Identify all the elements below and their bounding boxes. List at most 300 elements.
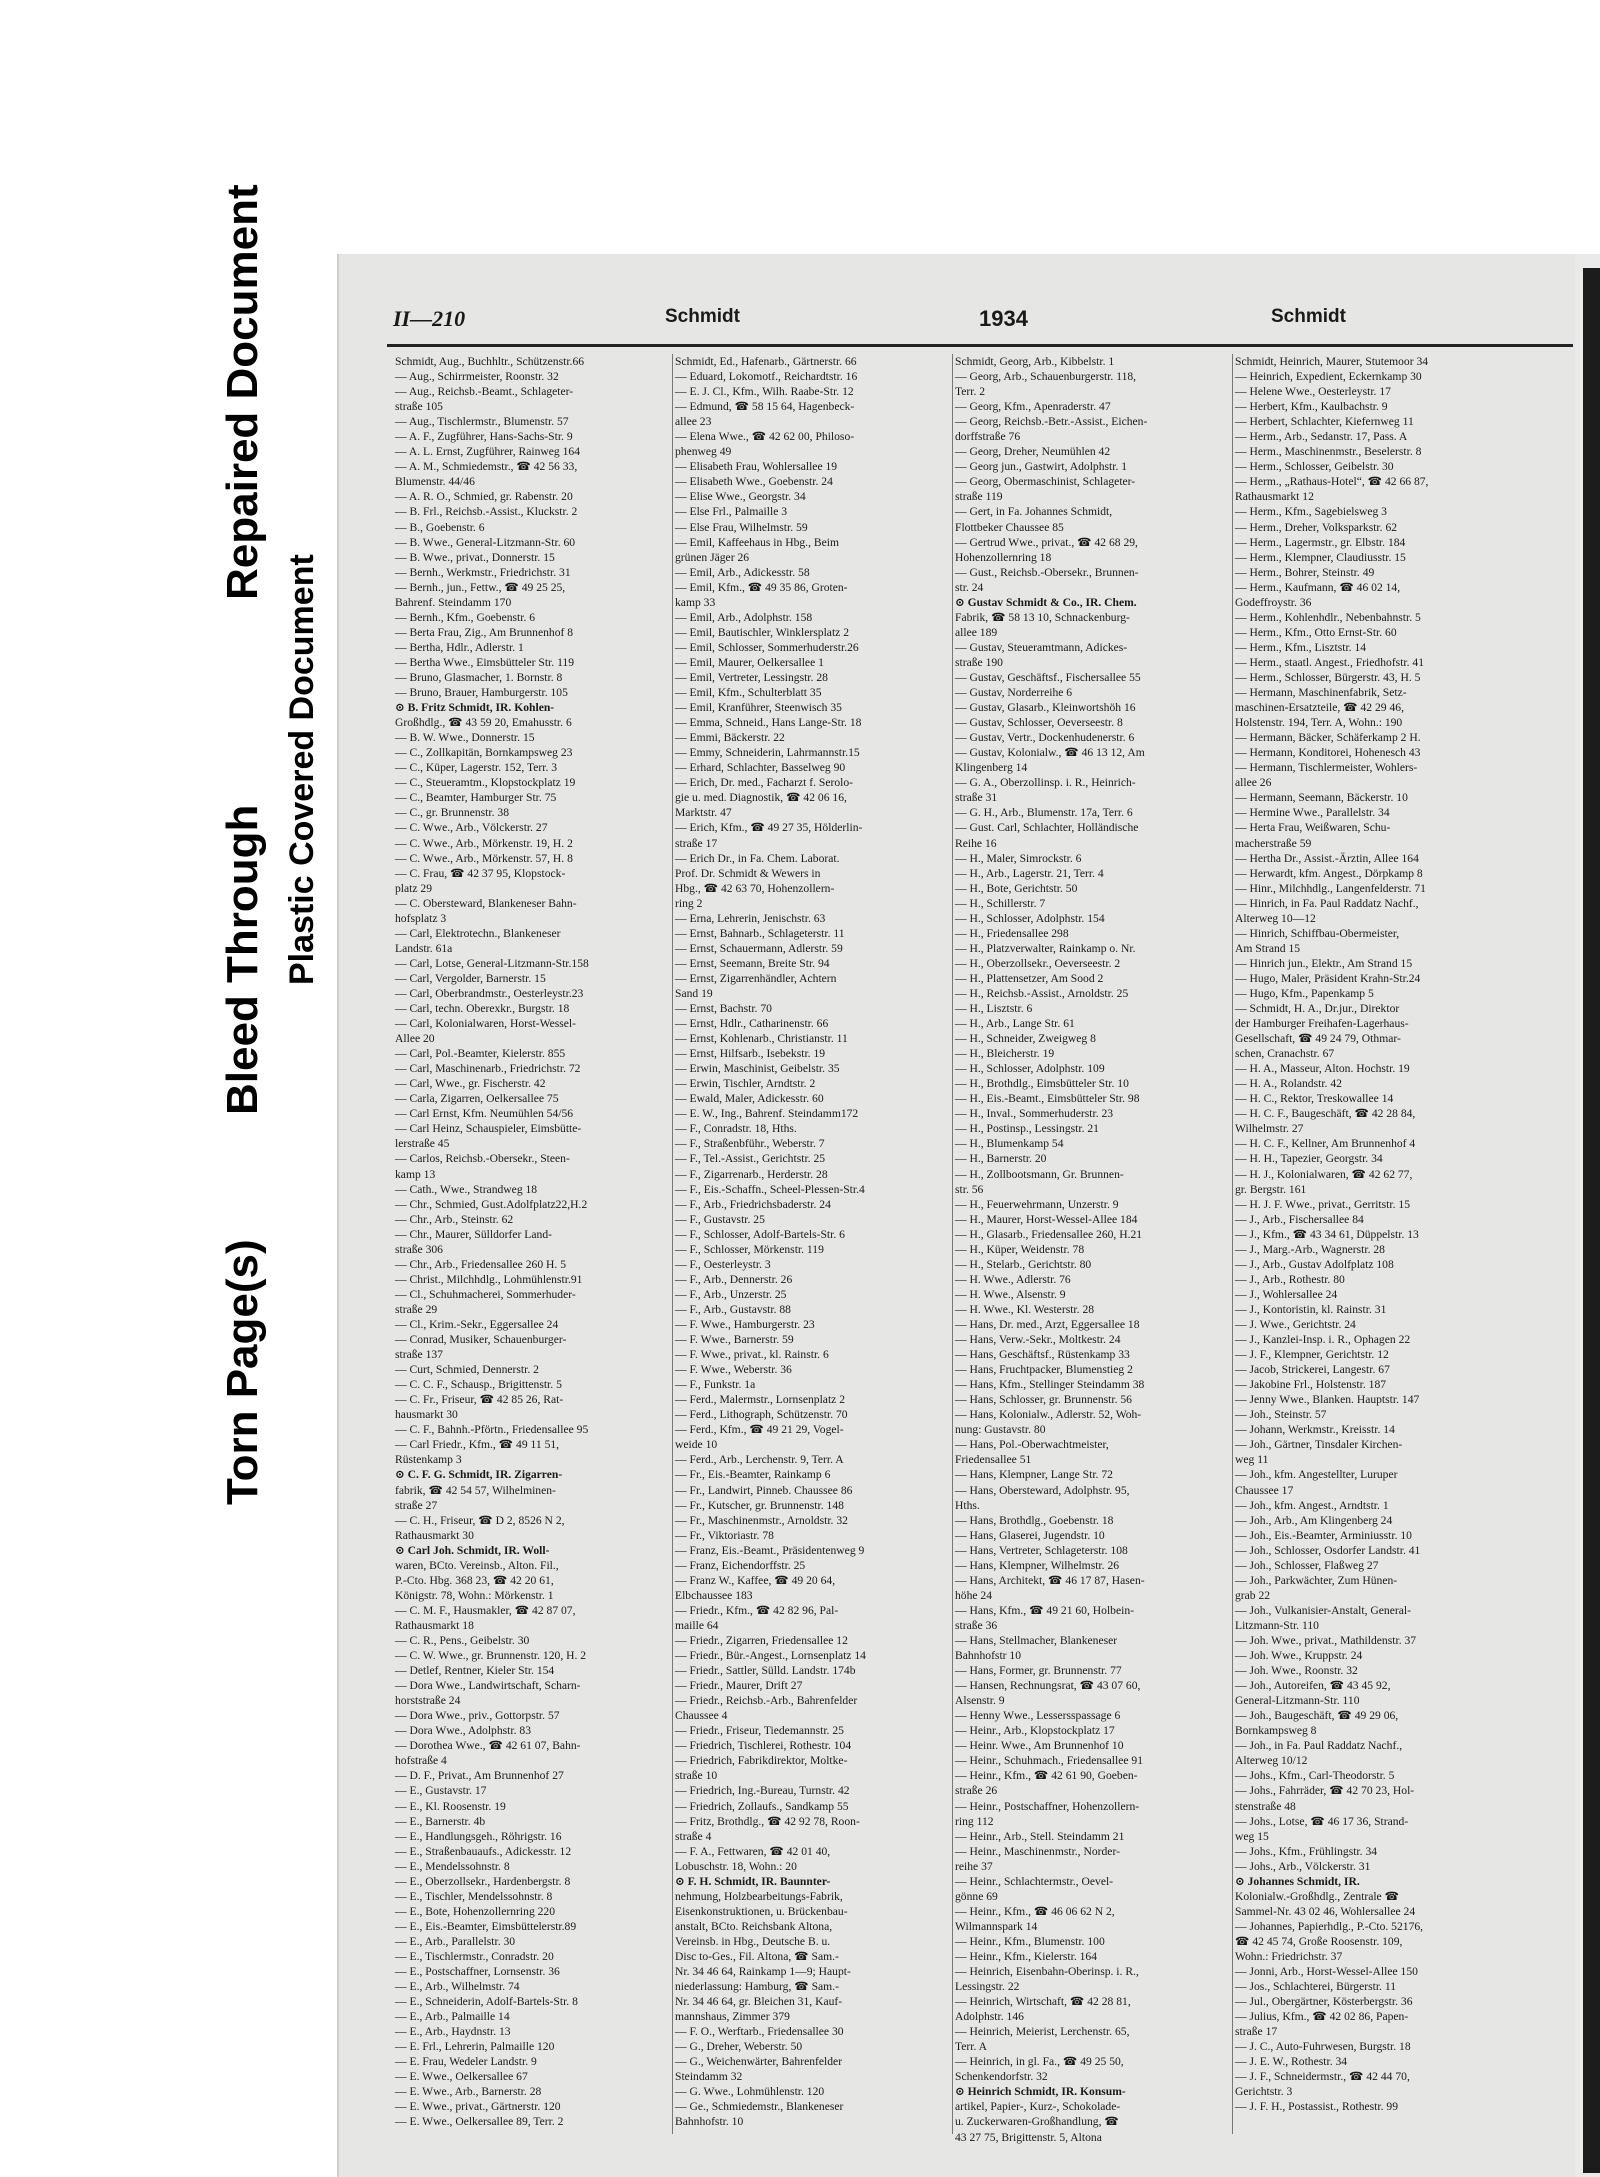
directory-entry: — A. F., Zugführer, Hans-Sachs-Str. 9 — [395, 430, 573, 444]
directory-entry: — Carl, Pol.-Beamter, Kielerstr. 855 — [395, 1047, 566, 1061]
directory-entry: — H., Bote, Gerichtstr. 50 — [955, 881, 1078, 895]
directory-entry: — Emil, Arb., Adolphstr. 158 — [675, 610, 813, 624]
directory-entry: — Heinrich, in gl. Fa., ☎ 49 25 50, — [955, 2055, 1124, 2069]
directory-entry: Reihe 16 — [955, 836, 997, 850]
directory-entry: Friedensallee 51 — [955, 1453, 1032, 1467]
directory-entry: — Dora Wwe., Adolphstr. 83 — [395, 1724, 531, 1738]
directory-entry: — Ferd., Kfm., ☎ 49 21 29, Vogel- — [675, 1423, 844, 1437]
directory-entry: ⊙ C. F. G. Schmidt, IR. Zigarren- — [395, 1468, 563, 1482]
directory-entry: grab 22 — [1235, 1588, 1271, 1602]
directory-entry: — Emil, Arb., Adickesstr. 58 — [675, 565, 810, 579]
directory-entry: — C. Wwe., Arb., Mörkenstr. 57, H. 8 — [395, 851, 573, 865]
directory-entry: — Erhard, Schlachter, Basselweg 90 — [675, 761, 846, 775]
directory-entry: lerstraße 45 — [395, 1137, 450, 1151]
directory-entry: Bahnhofstr 10 — [955, 1649, 1022, 1663]
directory-entry: — Gustav, Schlosser, Oeverseestr. 8 — [955, 716, 1123, 730]
directory-entry: — Johann, Werkmstr., Kreisstr. 14 — [1235, 1423, 1395, 1437]
directory-entry: — Hans, Kfm., Stellinger Steindamm 38 — [955, 1378, 1145, 1392]
directory-entry: — Fritz, Brothdlg., ☎ 42 92 78, Roon- — [675, 1814, 860, 1828]
directory-entry: — J., Marg.-Arb., Wagnerstr. 28 — [1235, 1242, 1385, 1256]
directory-entry: — Friedr., Kfm., ☎ 42 82 96, Pal- — [675, 1603, 839, 1617]
directory-entry: — F., Zigarrenarb., Herderstr. 28 — [675, 1167, 828, 1181]
directory-entry: Allee 20 — [395, 1032, 435, 1046]
directory-entry: Terr. A — [955, 2040, 988, 2054]
directory-entry: Marktstr. 47 — [675, 806, 732, 820]
directory-entry: — Herm., staatl. Angest., Friedhofstr. 41 — [1235, 655, 1425, 669]
directory-entry: straße 10 — [675, 1769, 718, 1783]
directory-entry: — Gustav, Geschäftsf., Fischersallee 55 — [955, 670, 1141, 684]
directory-entry: — Herm., „Rathaus-Hotel“, ☎ 42 66 87, — [1235, 475, 1429, 489]
directory-entry: — Hugo, Maler, Präsident Krahn-Str.24 — [1235, 971, 1421, 985]
directory-entry: — A. M., Schmiedemstr., ☎ 42 56 33, — [395, 460, 578, 474]
directory-entry: hausmarkt 30 — [395, 1408, 458, 1422]
directory-entry: — Herwardt, kfm. Angest., Dörpkamp 8 — [1235, 866, 1423, 880]
directory-entry: — G. Wwe., Lohmühlenstr. 120 — [675, 2085, 825, 2099]
directory-entry: — Chr., Maurer, Sülldorfer Land- — [395, 1227, 552, 1241]
directory-entry: straße 306 — [395, 1242, 443, 1256]
directory-entry: — J. F. H., Postassist., Rothestr. 99 — [1235, 2100, 1399, 2114]
directory-entry: Holstenstr. 194, Terr. A, Wohn.: 190 — [1235, 716, 1403, 730]
directory-entry: niederlassung: Hamburg, ☎ Sam.- — [675, 1980, 839, 1994]
directory-entry: — Ernst, Zigarrenhändler, Achtern — [675, 971, 837, 985]
directory-entry: dorffstraße 76 — [955, 430, 1021, 444]
directory-entry: — Herm., Schlosser, Bürgerstr. 43, H. 5 — [1235, 670, 1421, 684]
directory-entry: Schmidt, Ed., Hafenarb., Gärtnerstr. 66 — [675, 355, 857, 368]
directory-entry: ring 2 — [675, 896, 703, 910]
directory-entry: — Ferd., Arb., Lerchenstr. 9, Terr. A — [675, 1453, 844, 1467]
directory-entry: — Fr., Eis.-Beamter, Rainkamp 6 — [675, 1468, 831, 1482]
directory-entry: — Johs., Fahrräder, ☎ 42 70 23, Hol- — [1235, 1784, 1415, 1798]
directory-entry: Rüstenkamp 3 — [395, 1453, 462, 1467]
directory-entry: — J., Kontoristin, kl. Rainstr. 31 — [1235, 1302, 1387, 1316]
directory-entry: Gerichtstr. 3 — [1235, 2085, 1293, 2099]
directory-entry: Wilhelmstr. 27 — [1235, 1122, 1304, 1136]
directory-entry: straße 17 — [1235, 2025, 1278, 2039]
directory-entry: — H., Arb., Lagerstr. 21, Terr. 4 — [955, 866, 1104, 880]
directory-entry: nehmung, Holzbearbeitungs-Fabrik, — [675, 1889, 843, 1903]
directory-entry: — Hans, Obersteward, Adolphstr. 95, — [955, 1483, 1130, 1497]
directory-entry: — Cl., Schuhmacherei, Sommerhuder- — [395, 1287, 576, 1301]
directory-page — [337, 254, 1575, 2177]
directory-entry: — Emmy, Schneiderin, Lahrmannstr.15 — [675, 746, 860, 760]
directory-entry: — Gertrud Wwe., privat., ☎ 42 68 29, — [955, 535, 1138, 549]
directory-entry: — H., Küper, Weidenstr. 78 — [955, 1242, 1085, 1256]
directory-entry: — Fr., Maschinenmstr., Arnoldstr. 32 — [675, 1513, 848, 1527]
directory-entry: — Fr., Kutscher, gr. Brunnenstr. 148 — [675, 1498, 844, 1512]
directory-entry: — Dora Wwe., Landwirtschaft, Scharn- — [395, 1679, 581, 1693]
directory-entry: — E., Arb., Haydnstr. 13 — [395, 2025, 511, 2039]
directory-entry: — Gustav, Vertr., Dockenhudenerstr. 6 — [955, 731, 1135, 745]
directory-entry: — Elena Wwe., ☎ 42 62 00, Philoso- — [675, 430, 855, 444]
directory-entry: — E., Schneiderin, Adolf-Bartels-Str. 8 — [395, 1995, 578, 2009]
directory-entry: — F. Wwe., Hamburgerstr. 23 — [675, 1318, 815, 1331]
directory-entry: — Friedrich, Fabrikdirektor, Moltke- — [675, 1754, 848, 1768]
directory-entry: Schmidt, Georg, Arb., Kibbelstr. 1 — [955, 355, 1115, 368]
directory-entry: — Bruno, Brauer, Hamburgerstr. 105 — [395, 686, 568, 700]
directory-entry: — Herm., Klempner, Claudiusstr. 15 — [1235, 550, 1406, 564]
directory-entry: — C. Frau, ☎ 42 37 95, Klopstock- — [395, 866, 566, 880]
directory-entry: — Joh., Gärtner, Tinsdaler Kirchen- — [1235, 1438, 1403, 1452]
directory-entry: höhe 24 — [955, 1588, 993, 1602]
directory-entry: — Hans, Schlosser, gr. Brunnenstr. 56 — [955, 1393, 1132, 1407]
directory-entry: — Emil, Kaffeehaus in Hbg., Beim — [675, 535, 839, 549]
scanned-page — [337, 254, 1600, 2177]
directory-entry: — Johs., Arb., Völckerstr. 31 — [1235, 1859, 1371, 1873]
directory-entry: Eisenkonstruktionen, u. Brückenbau- — [675, 1904, 848, 1918]
directory-entry: — E., Straßenbauaufs., Adickesstr. 12 — [395, 1844, 572, 1858]
directory-entry: — Berta Frau, Zig., Am Brunnenhof 8 — [395, 625, 574, 639]
directory-entry: — H., Barnerstr. 20 — [955, 1152, 1047, 1166]
directory-entry: — Ge., Schmiedemstr., Blankeneser — [675, 2100, 844, 2114]
directory-entry: Nr. 34 46 64, Rainkamp 1—9; Haupt- — [675, 1965, 851, 1979]
directory-entry: — Carl, techn. Oberexkr., Burgstr. 18 — [395, 1002, 570, 1016]
directory-entry: — Curt, Schmied, Dennerstr. 2 — [395, 1363, 539, 1377]
directory-entry: — Georg, Arb., Schauenburgerstr. 118, — [955, 370, 1137, 384]
running-head-left: Schmidt — [665, 306, 740, 327]
directory-entry: — Joh., Parkwächter, Zum Hünen- — [1235, 1573, 1398, 1587]
directory-column-4 — [1235, 354, 1525, 2134]
directory-entry: — C. C. F., Schausp., Brigittenstr. 5 — [395, 1378, 562, 1392]
directory-entry: — E. Frl., Lehrerin, Palmaille 120 — [395, 2040, 555, 2054]
directory-entry: gie u. med. Diagnostik, ☎ 42 06 16, — [675, 791, 847, 805]
directory-entry: — Joh., Schlosser, Osdorfer Landstr. 41 — [1235, 1543, 1421, 1557]
directory-entry: ⊙ Gustav Schmidt & Co., IR. Chem. — [955, 595, 1137, 609]
directory-entry: — H. Wwe., Adlerstr. 76 — [955, 1272, 1071, 1286]
directory-entry: — Friedrich, Ing.-Bureau, Turnstr. 42 — [675, 1784, 850, 1798]
label-plastic-covered: Plastic Covered Document — [283, 554, 321, 985]
directory-entry: — J., Kanzlei-Insp. i. R., Ophagen 22 — [1235, 1333, 1411, 1347]
directory-entry: straße 119 — [955, 490, 1003, 504]
directory-entry: — Herm., Lagermstr., gr. Elbstr. 184 — [1235, 535, 1406, 549]
directory-entry: straße 29 — [395, 1302, 438, 1316]
directory-entry: — Else Frau, Wilhelmstr. 59 — [675, 520, 808, 534]
directory-entry: — E., Bote, Hohenzollernring 220 — [395, 1904, 556, 1918]
directory-entry: — Erwin, Tischler, Arndtstr. 2 — [675, 1077, 816, 1091]
directory-entry: — H. C. F., Baugeschäft, ☎ 42 28 84, — [1235, 1107, 1416, 1121]
directory-entry: — F., Schlosser, Mörkenstr. 119 — [675, 1242, 824, 1256]
directory-entry: — Aug., Schirrmeister, Roonstr. 32 — [395, 370, 559, 384]
directory-entry: — Hinr., Milchhdlg., Langenfelderstr. 71 — [1235, 881, 1426, 895]
directory-entry: straße 4 — [675, 1829, 712, 1843]
directory-entry: ⊙ B. Fritz Schmidt, IR. Kohlen- — [395, 701, 555, 715]
directory-entry: Klingenberg 14 — [955, 761, 1028, 775]
directory-entry: — Cl., Krim.-Sekr., Eggersallee 24 — [395, 1318, 559, 1331]
directory-entry: Wohn.: Friedrichstr. 37 — [1235, 1949, 1343, 1963]
directory-entry: — H. A., Rolandstr. 42 — [1235, 1077, 1342, 1091]
directory-entry: — H. C., Rektor, Treskowallee 14 — [1235, 1092, 1394, 1106]
directory-entry: — H., Stelarb., Gerichtstr. 80 — [955, 1257, 1092, 1271]
directory-entry: — A. R. O., Schmied, gr. Rabenstr. 20 — [395, 490, 573, 504]
directory-entry: — J., Kfm., ☎ 43 34 61, Düppelstr. 13 — [1235, 1227, 1419, 1241]
directory-entry: — Hinrich, Schiffbau-Obermeister, — [1235, 926, 1400, 940]
directory-entry: kamp 13 — [395, 1167, 436, 1181]
directory-entry: — Else Frl., Palmaille 3 — [675, 505, 788, 519]
directory-entry: — Hans, Architekt, ☎ 46 17 87, Hasen- — [955, 1573, 1145, 1587]
directory-entry: — H. C. F., Kellner, Am Brunnenhof 4 — [1235, 1137, 1416, 1151]
directory-entry: — Chr., Arb., Friedensallee 260 H. 5 — [395, 1257, 566, 1271]
directory-entry: — Georg, Obermaschinist, Schlageter- — [955, 475, 1136, 489]
directory-entry: — Hans, Former, gr. Brunnenstr. 77 — [955, 1664, 1122, 1678]
directory-entry: Alsenstr. 9 — [955, 1694, 1005, 1708]
directory-entry: Fabrik, ☎ 58 13 10, Schnackenburg- — [955, 610, 1130, 624]
directory-entry: — G., Dreher, Weberstr. 50 — [675, 2040, 803, 2054]
directory-entry: — Bertha Wwe., Eimsbütteler Str. 119 — [395, 655, 575, 669]
directory-entry: — H. A., Masseur, Alton. Hochstr. 19 — [1235, 1062, 1410, 1076]
directory-entry: — H., Friedensallee 298 — [955, 926, 1069, 940]
directory-entry: — H., Feuerwehrmann, Unzerstr. 9 — [955, 1197, 1119, 1211]
directory-entry: gr. Bergstr. 161 — [1235, 1182, 1307, 1196]
directory-entry: — Conrad, Musiker, Schauenburger- — [395, 1333, 567, 1347]
directory-entry: Flottbeker Chaussee 85 — [955, 520, 1064, 534]
directory-entry: — Herm., Maschinenmstr., Beselerstr. 8 — [1235, 445, 1422, 459]
directory-entry: Bornkampsweg 8 — [1235, 1724, 1317, 1738]
directory-entry: ☎ 42 45 74, Große Roosenstr. 109, — [1235, 1934, 1403, 1948]
directory-entry: — Heinr., Kfm., ☎ 42 61 90, Goeben- — [955, 1769, 1138, 1783]
directory-entry: Vereinsb. in Hbg., Deutsche B. u. — [675, 1934, 831, 1948]
directory-entry: — Friedrich, Zollaufs., Sandkamp 55 — [675, 1799, 849, 1813]
directory-entry: — Gustav, Kolonialw., ☎ 46 13 12, Am — [955, 746, 1145, 760]
directory-entry: — Ernst, Kohlenarb., Christianstr. 11 — [675, 1032, 848, 1046]
directory-entry: Steindamm 32 — [675, 2070, 743, 2084]
directory-entry: — Friedr., Reichsb.-Arb., Bahrenfelder — [675, 1694, 858, 1708]
directory-entry: — Emil, Bautischler, Winklersplatz 2 — [675, 625, 850, 639]
directory-entry: — C. Obersteward, Blankeneser Bahn- — [395, 896, 577, 910]
directory-entry: — J. Wwe., Gerichtstr. 24 — [1235, 1318, 1356, 1331]
directory-entry: — Edmund, ☎ 58 15 64, Hagenbeck- — [675, 400, 855, 414]
directory-entry: — Herbert, Schlachter, Kiefernweg 11 — [1235, 415, 1414, 429]
directory-entry: — Friedr., Zigarren, Friedensallee 12 — [675, 1633, 848, 1647]
directory-entry: — Hermann, Bäcker, Schäferkamp 2 H. — [1235, 731, 1421, 745]
directory-entry: — Heinr. Wwe., Am Brunnenhof 10 — [955, 1739, 1124, 1753]
directory-entry: straße 26 — [955, 1784, 998, 1798]
directory-entry: — H., Reichsb.-Assist., Arnoldstr. 25 — [955, 986, 1129, 1000]
directory-entry: — Joh., Eis.-Beamter, Arminiusstr. 10 — [1235, 1528, 1412, 1542]
directory-entry: — Fr., Landwirt, Pinneb. Chaussee 86 — [675, 1483, 853, 1497]
directory-entry: — Joh., in Fa. Paul Raddatz Nachf., — [1235, 1739, 1403, 1753]
directory-entry: weg 11 — [1235, 1453, 1269, 1467]
directory-entry: — Heinrich, Wirtschaft, ☎ 42 28 81, — [955, 1995, 1131, 2009]
directory-entry: — Hans, Geschäftsf., Rüstenkamp 33 — [955, 1348, 1130, 1362]
directory-entry: — Carl, Maschinenarb., Friedrichstr. 72 — [395, 1062, 581, 1076]
directory-entry: kamp 33 — [675, 595, 716, 609]
directory-entry: — Hans, Kolonialw., Adlerstr. 52, Woh- — [955, 1408, 1142, 1422]
directory-entry: — Ewald, Maler, Adickesstr. 60 — [675, 1092, 824, 1106]
directory-entry: — H. Wwe., Kl. Westerstr. 28 — [955, 1302, 1095, 1316]
directory-entry: — C. H., Friseur, ☎ D 2, 8526 N 2, — [395, 1513, 565, 1527]
directory-entry: — Ferd., Lithograph, Schützenstr. 70 — [675, 1408, 848, 1422]
directory-entry: — J. C., Auto-Fuhrwesen, Burgstr. 18 — [1235, 2040, 1411, 2054]
directory-entry: — Detlef, Rentner, Kieler Str. 154 — [395, 1664, 555, 1678]
directory-entry: — J., Arb., Rothestr. 80 — [1235, 1272, 1345, 1286]
directory-entry: maille 64 — [675, 1618, 719, 1632]
directory-entry: — C. Fr., Friseur, ☎ 42 85 26, Rat- — [395, 1393, 564, 1407]
directory-entry: — Carl, Kolonialwaren, Horst-Wessel- — [395, 1017, 576, 1031]
directory-entry: — E. Wwe., Oelkersallee 67 — [395, 2070, 528, 2084]
directory-entry: — Elisabeth Frau, Wohlersallee 19 — [675, 460, 838, 474]
directory-entry: — Johs., Lotse, ☎ 46 17 36, Strand- — [1235, 1814, 1409, 1828]
directory-entry: — H., Lisztstr. 6 — [955, 1002, 1033, 1016]
page-number: II—210 — [393, 306, 466, 331]
directory-entry: anstalt, BCto. Reichsbank Altona, — [675, 1919, 833, 1933]
directory-entry: str. 24 — [955, 580, 984, 594]
directory-entry: — Hinrich jun., Elektr., Am Strand 15 — [1235, 956, 1413, 970]
directory-entry: — E., Tischlermstr., Conradstr. 20 — [395, 1949, 554, 1963]
directory-entry: — Carl, Wwe., gr. Fischerstr. 42 — [395, 1077, 546, 1091]
directory-entry: Hbg., ☎ 42 63 70, Hohenzollern- — [675, 881, 835, 895]
directory-entry: — H., Maler, Simrockstr. 6 — [955, 851, 1082, 865]
directory-entry: — J. F., Schneidermstr., ☎ 42 44 70, — [1235, 2070, 1410, 2084]
directory-entry: — C. R., Pens., Geibelstr. 30 — [395, 1633, 530, 1647]
directory-entry: — Georg, Reichsb.-Betr.-Assist., Eichen- — [955, 415, 1148, 429]
directory-entry: — Emil, Schlosser, Sommerhuderstr.26 — [675, 640, 859, 654]
directory-entry: — F., Arb., Unzerstr. 25 — [675, 1287, 787, 1301]
directory-entry: — Joh., Arb., Am Klingenberg 24 — [1235, 1513, 1393, 1527]
directory-entry: — Ernst, Bachstr. 70 — [675, 1002, 772, 1016]
directory-entry: — H., Blumenkamp 54 — [955, 1137, 1064, 1151]
year-heading: 1934 — [979, 306, 1028, 331]
directory-entry: — J., Arb., Fischersallee 84 — [1235, 1212, 1364, 1226]
directory-entry: — C. Wwe., Arb., Völckerstr. 27 — [395, 821, 548, 835]
directory-entry: — H., Oberzollsekr., Oeverseestr. 2 — [955, 956, 1121, 970]
directory-entry: — Hermann, Tischlermeister, Wohlers- — [1235, 761, 1418, 775]
directory-entry: — Joh., Baugeschäft, ☎ 49 29 06, — [1235, 1709, 1399, 1723]
directory-entry: — C., Steueramtm., Klopstockplatz 19 — [395, 776, 576, 790]
directory-entry: — J. F., Klempner, Gerichtstr. 12 — [1235, 1348, 1389, 1362]
directory-entry: Elbchaussee 183 — [675, 1588, 753, 1602]
adjacent-page-edge — [1583, 268, 1600, 2173]
directory-entry: Alterweg 10—12 — [1235, 911, 1316, 925]
directory-entry: — Joh., Vulkanisier-Anstalt, General- — [1235, 1603, 1411, 1617]
directory-entry: — H., Plattensetzer, Am Sood 2 — [955, 971, 1104, 985]
directory-entry: — Heinr., Postschaffner, Hohenzollern- — [955, 1799, 1140, 1813]
directory-entry: — Elisabeth Wwe., Goebenstr. 24 — [675, 475, 833, 489]
directory-entry: — Hansen, Rechnungsrat, ☎ 43 07 60, — [955, 1679, 1141, 1693]
directory-entry: — E., Arb., Wilhelmstr. 74 — [395, 1980, 520, 1994]
directory-entry: straße 17 — [675, 836, 718, 850]
directory-entry: — D. F., Privat., Am Brunnenhof 27 — [395, 1769, 564, 1783]
directory-entry: Landstr. 61a — [395, 941, 453, 955]
directory-entry: — F., Arb., Friedrichsbaderstr. 24 — [675, 1197, 831, 1211]
directory-entry: — Joh. Wwe., Kruppstr. 24 — [1235, 1649, 1363, 1663]
directory-entry: Wilmannspark 14 — [955, 1919, 1038, 1933]
directory-entry: — Emil, Kfm., Schulterblatt 35 — [675, 686, 822, 700]
directory-entry: — Herm., Kohlenhdlr., Nebenbahnstr. 5 — [1235, 610, 1421, 624]
directory-entry: — Carl Ernst, Kfm. Neumühlen 54/56 — [395, 1107, 574, 1121]
directory-entry: — Johannes, Papierhdlg., P.-Cto. 52176, — [1235, 1919, 1424, 1933]
directory-entry: — Erich Dr., in Fa. Chem. Laborat. — [675, 851, 840, 865]
directory-entry: stenstraße 48 — [1235, 1799, 1296, 1813]
label-bleed-through: Bleed Through — [218, 804, 267, 1115]
directory-entry: — H., Bleicherstr. 19 — [955, 1047, 1055, 1061]
directory-entry: — C., Küper, Lagerstr. 152, Terr. 3 — [395, 761, 558, 775]
directory-entry: — E., Handlungsgeh., Röhrigstr. 16 — [395, 1829, 562, 1843]
directory-entry: — H., Glasarb., Friedensallee 260, H.21 — [955, 1227, 1143, 1241]
directory-entry: — Herm., Dreher, Volksparkstr. 62 — [1235, 520, 1398, 534]
directory-entry: — Bernh., jun., Fettw., ☎ 49 25 25, — [395, 580, 566, 594]
directory-entry: — Herbert, Kfm., Kaulbachstr. 9 — [1235, 400, 1388, 414]
directory-entry: — Friedr., Maurer, Drift 27 — [675, 1679, 803, 1693]
directory-entry: — C. M. F., Hausmakler, ☎ 42 87 07, — [395, 1603, 576, 1617]
directory-entry: — H., Postinsp., Lessingstr. 21 — [955, 1122, 1099, 1136]
directory-entry: — Franz, Eis.-Beamt., Präsidentenweg 9 — [675, 1543, 865, 1557]
directory-entry: — E. Frau, Wedeler Landstr. 9 — [395, 2055, 537, 2069]
directory-entry: — A. L. Ernst, Zugführer, Rainweg 164 — [395, 445, 581, 459]
directory-entry: — Ferd., Malermstr., Lornsenplatz 2 — [675, 1393, 846, 1407]
directory-entry: — Hans, Pol.-Oberwachtmeister, — [955, 1438, 1109, 1452]
directory-entry: — Carlos, Reichsb.-Obersekr., Steen- — [395, 1152, 570, 1166]
directory-entry: ⊙ Heinrich Schmidt, IR. Konsum- — [955, 2085, 1126, 2099]
directory-entry: — Hermine Wwe., Parallelstr. 34 — [1235, 806, 1390, 820]
directory-entry: Kolonialw.-Großhdlg., Zentrale ☎ — [1235, 1889, 1400, 1903]
directory-entry: P.-Cto. Hbg. 368 23, ☎ 42 20 61, — [395, 1573, 554, 1587]
directory-entry: straße 31 — [955, 791, 998, 805]
directory-entry: — Herm., Kfm., Lisztstr. 14 — [1235, 640, 1367, 654]
directory-entry: — Aug., Tischlermstr., Blumenstr. 57 — [395, 415, 569, 429]
directory-entry: — H., Schlosser, Adolphstr. 109 — [955, 1062, 1105, 1076]
directory-entry: Rathausmarkt 30 — [395, 1528, 474, 1542]
directory-entry: — Jakobine Frl., Holstenstr. 187 — [1235, 1378, 1387, 1392]
column-divider — [672, 354, 673, 2134]
directory-entry: — Friedr., Friseur, Tiedemannstr. 25 — [675, 1724, 844, 1738]
directory-entry: ⊙ Carl Joh. Schmidt, IR. Woll- — [395, 1543, 550, 1557]
directory-entry: — Emil, Kfm., ☎ 49 35 86, Groten- — [675, 580, 848, 594]
directory-entry: — E. J. Cl., Kfm., Wilh. Raabe-Str. 12 — [675, 385, 854, 399]
directory-entry: Sammel-Nr. 43 02 46, Wohlersallee 24 — [1235, 1904, 1416, 1918]
directory-entry: waren, BCto. Vereinsb., Alton. Fil., — [395, 1558, 559, 1572]
directory-entry: Disc to-Ges., Fil. Altona, ☎ Sam.- — [675, 1949, 839, 1963]
directory-entry: Gesellschaft, ☎ 49 24 79, Othmar- — [1235, 1032, 1401, 1046]
directory-entry: — H. Wwe., Alsenstr. 9 — [955, 1287, 1066, 1301]
directory-entry: — E., Mendelssohnstr. 8 — [395, 1859, 510, 1873]
column-divider — [1232, 354, 1233, 2134]
directory-entry: — F., Tel.-Assist., Gerichtstr. 25 — [675, 1152, 826, 1166]
directory-entry: — Christ., Milchhdlg., Lohmühlenstr.91 — [395, 1272, 583, 1286]
directory-entry: — F., Straßenbführ., Weberstr. 7 — [675, 1137, 825, 1151]
directory-entry: — Franz W., Kaffee, ☎ 49 20 64, — [675, 1573, 836, 1587]
directory-entry: — C., Beamter, Hamburger Str. 75 — [395, 791, 557, 805]
directory-entry: — Hertha Dr., Assist.-Ärztin, Allee 164 — [1235, 851, 1419, 865]
directory-entry: — F., Gustavstr. 25 — [675, 1212, 765, 1226]
directory-entry: — E., Arb., Parallelstr. 30 — [395, 1934, 516, 1948]
directory-entry: der Hamburger Freihafen-Lagerhaus- — [1235, 1017, 1409, 1031]
directory-entry: — Carl Heinz, Schauspieler, Eimsbütte- — [395, 1122, 582, 1136]
directory-entry: — H. H., Tapezier, Georgstr. 34 — [1235, 1152, 1383, 1166]
directory-entry: ⊙ Johannes Schmidt, IR. — [1235, 1874, 1360, 1888]
directory-entry: straße 27 — [395, 1498, 438, 1512]
directory-entry: — Herm., Kfm., Sagebielsweg 3 — [1235, 505, 1387, 519]
directory-entry: maschinen-Ersatzteile, ☎ 42 29 46, — [1235, 701, 1404, 715]
directory-entry: — Friedr., Sattler, Sülld. Landstr. 174b — [675, 1664, 856, 1678]
directory-entry: — B. Wwe., General-Litzmann-Str. 60 — [395, 535, 576, 549]
directory-entry: — Joh., kfm. Angest., Arndtstr. 1 — [1235, 1498, 1389, 1512]
directory-entry: Chaussee 4 — [675, 1709, 728, 1723]
header-rule — [387, 344, 1573, 347]
directory-entry: — Gert, in Fa. Johannes Schmidt, — [955, 505, 1113, 519]
directory-entry: Terr. 2 — [955, 385, 986, 399]
directory-entry: 43 27 75, Brigittenstr. 5, Altona — [955, 2130, 1102, 2144]
directory-entry: — Heinr., Kfm., ☎ 46 06 62 N 2, — [955, 1904, 1115, 1918]
page-header — [393, 306, 1573, 336]
directory-entry: — Heinrich, Expedient, Eckernkamp 30 — [1235, 370, 1422, 384]
directory-entry: — B. Wwe., privat., Donnerstr. 15 — [395, 550, 555, 564]
directory-entry: — Hans, Klempner, Lange Str. 72 — [955, 1468, 1113, 1482]
directory-entry: platz 29 — [395, 881, 433, 895]
directory-entry: — Hans, Dr. med., Arzt, Eggersallee 18 — [955, 1318, 1140, 1331]
directory-entry: — H., Eis.-Beamt., Eimsbütteler Str. 98 — [955, 1092, 1140, 1106]
directory-entry: mannshaus, Zimmer 379 — [675, 2010, 790, 2024]
directory-entry: — Carl, Lotse, General-Litzmann-Str.158 — [395, 956, 589, 970]
directory-entry: — Eduard, Lokomotf., Reichardtstr. 16 — [675, 370, 858, 384]
